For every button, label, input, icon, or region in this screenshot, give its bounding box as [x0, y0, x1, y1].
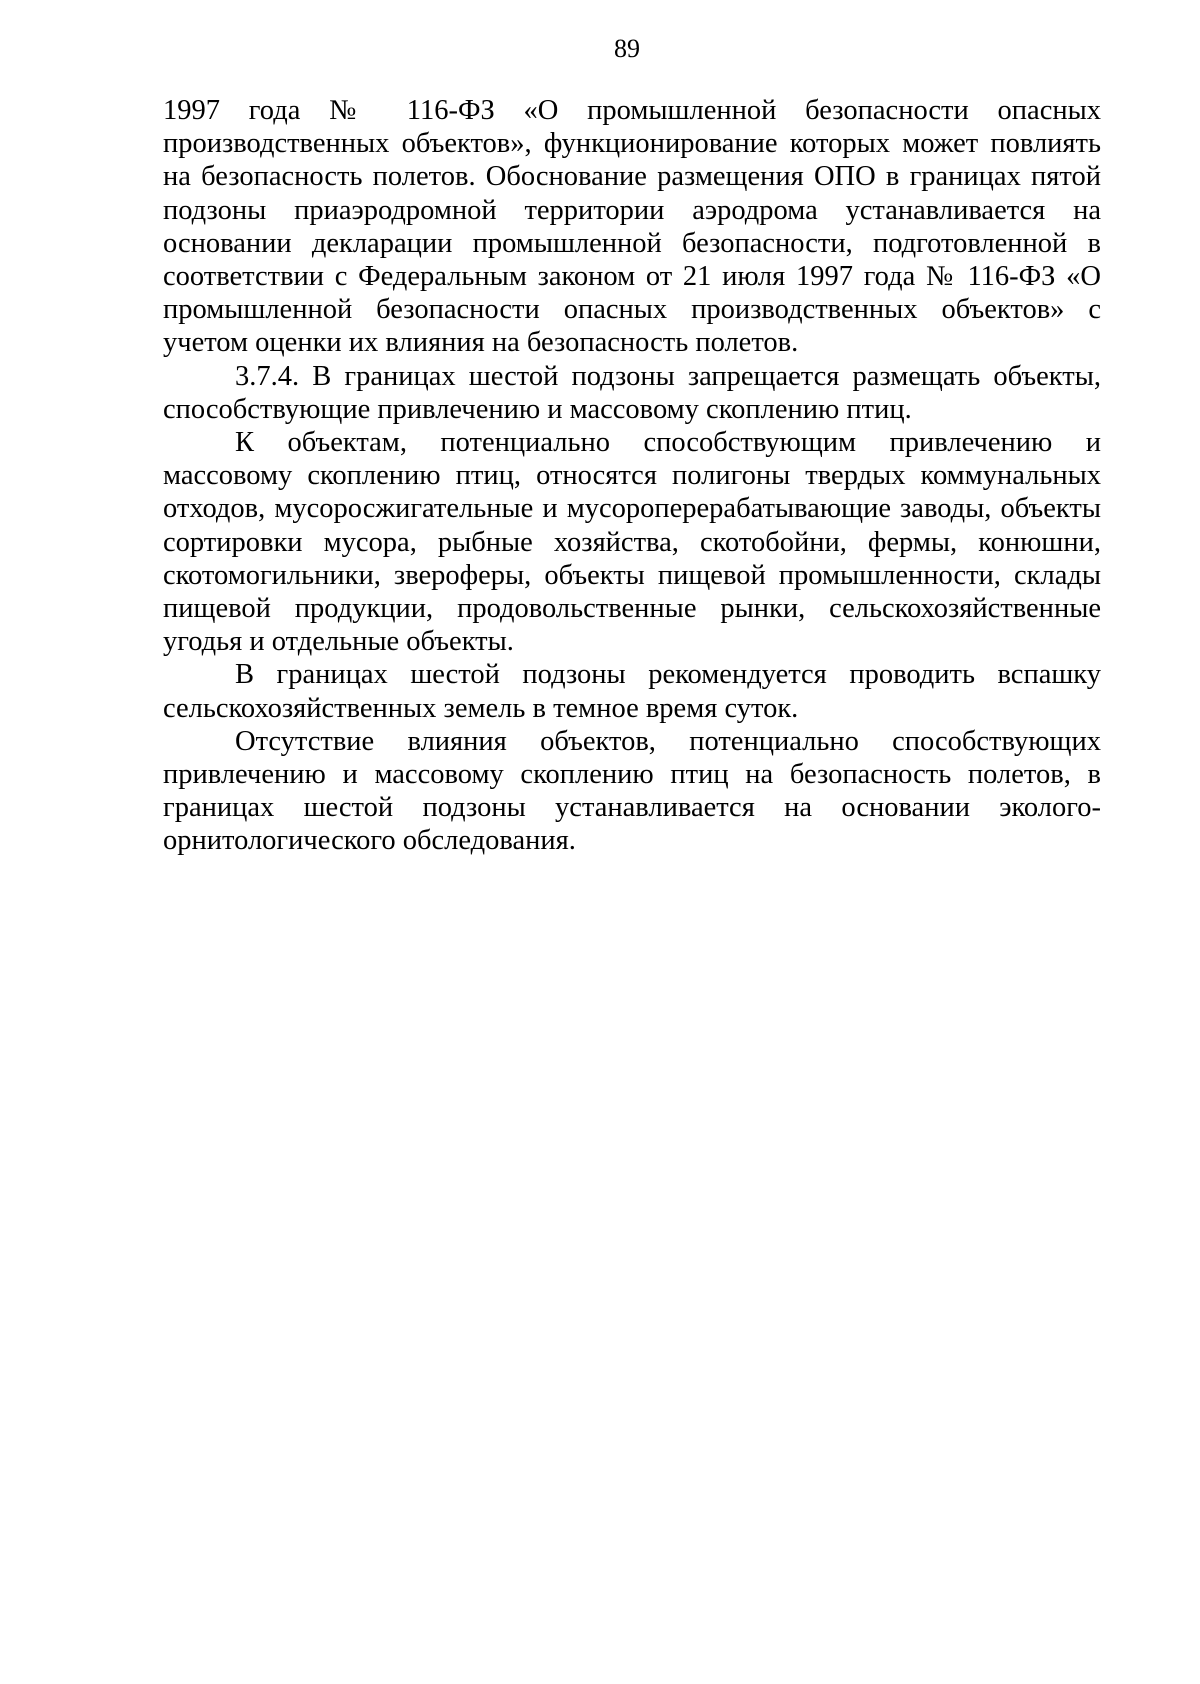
paragraph-ornithological-survey: Отсутствие влияния объектов, потенциально способствующих привлечению и массовому скоплению птиц на безопасность полетов, в границах шестой подзоны устанавливается на основании эколого-орнитологического обследования. [163, 725, 1101, 857]
document-body [163, 94, 1101, 858]
paragraph-continuation: 1997 года № 116-ФЗ «О промышленной безопасности опасных производственных объектов», функционирование которых может повлиять на безопасность полетов. Обоснование размещения ОПО в границах пятой подзоны приаэродромной территории аэродрома устанавливается на основании декларации промышленной безопасности, подготовленной в соответствии с Федеральным законом от 21 июля 1997 года № 116-ФЗ «О промышленной безопасности опасных производственных объектов» с учетом оценки их влияния на безопасность полетов. [163, 95, 1101, 359]
paragraph-plowing-recommendation: В границах шестой подзоны рекомендуется проводить вспашку сельскохозяйственных земель в темное время суток. [163, 659, 1101, 724]
page-number: 89 [614, 34, 640, 63]
paragraph-bird-attracting-objects: К объектам, потенциально способствующим привлечению и массовому скоплению птиц, относятся полигоны твердых коммунальных отходов, мусоросжигательные и мусороперерабатывающие заводы, объекты сортировки мусора, рыбные хозяйства, скотобойни, фермы, конюшни, скотомогильники, звероферы, объекты пищевой промышленности, склады пищевой продукции, продовольственные рынки, сельскохозяйственные угодья и отдельные объекты. [163, 427, 1101, 658]
paragraph-3-7-4: 3.7.4. В границах шестой подзоны запрещается размещать объекты, способствующие привлечению и массовому скоплению птиц. [163, 360, 1101, 425]
